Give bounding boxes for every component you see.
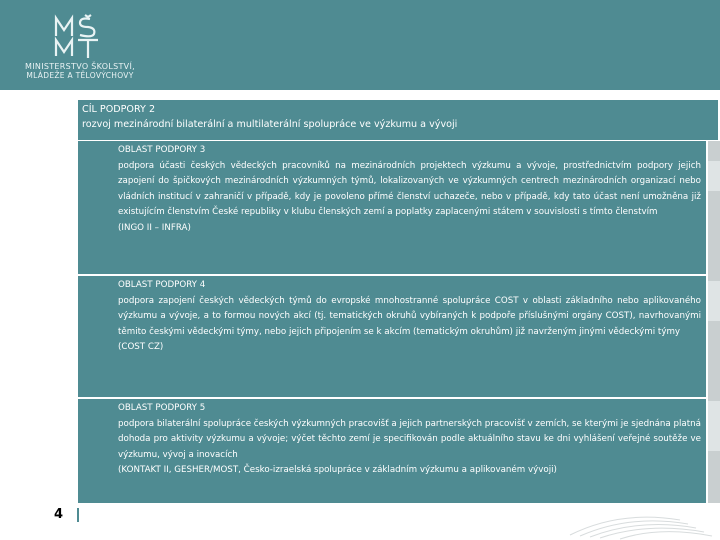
ministry-name-line1: MINISTERSTVO ŠKOLSTVÍ,	[25, 62, 135, 71]
open-book-decoration-icon	[560, 440, 720, 540]
area-title: OBLAST PODPORY 5	[118, 403, 206, 413]
goal-title: CÍL PODPORY 2	[82, 104, 156, 115]
page-number: 4	[54, 507, 64, 522]
area-title: OBLAST PODPORY 4	[118, 280, 206, 290]
ministry-name-line2: MLÁDEŽE A TĚLOVÝCHOVY	[26, 71, 134, 80]
goal-text: rozvoj mezinárodní bilaterální a multilaterální spolupráce ve výzkumu a vývoji	[82, 119, 458, 130]
area-text: podpora účasti českých vědeckých pracovníků na mezinárodních projektech výzkumu a vývoje, prostřednictvím podpory jejich zapojení do špičkových mezinárodních výzkumných týmů, lokalizovaných ve výzkumných centrech mezinárodních organizací nebo vládních institucí v zahraničí v případě, kdy je povoleno přímé členství uchazeče, nebo v případě, kdy tato účast není umožněna již existujícím členstvím České republiky v klubu členských zemí a poplatky zaplacenými státem v souvislosti s tímto členstvím	[118, 160, 701, 218]
area-program: (KONTAKT II, GESHER/MOST, Česko-izraelská spolupráce v základním výzkumu a aplikovaném vývoji)	[118, 465, 557, 476]
area-title: OBLAST PODPORY 3	[118, 145, 206, 155]
page-marker	[77, 508, 79, 522]
area-box-4	[78, 276, 706, 397]
goal-box	[78, 100, 718, 140]
msmt-logo-icon	[52, 14, 116, 60]
area-program: (COST CZ)	[118, 342, 164, 353]
area-text: podpora bilaterální spolupráce českých výzkumných pracovišť a jejich partnerských pracovišť v zemích, se kterými je sjednána platná dohoda pro aktivity výzkumu a vývoje; výčet těchto zemí je specifikován podle aktuálního stavu ke dni vyhlášení veřejné soutěže ve výzkumu, vývoj a inovacích	[118, 418, 701, 460]
area-box-3	[78, 141, 706, 274]
area-text: podpora zapojení českých vědeckých týmů do evropské mnohostranné spolupráce COST v oblasti základního nebo aplikovaného výzkumu a vývoje, a to formou nových akcí (tj. tematických okruhů vybíraných k podpoře příslušnými orgány COST), navrhovanými těmito českými vědeckými týmy, nebo jejich připojením se k akcím (tematickým okruhům) již navrženým jinými vědeckými týmy	[118, 295, 701, 337]
area-program: (INGO II – INFRA)	[118, 222, 191, 233]
header-band	[0, 0, 720, 90]
